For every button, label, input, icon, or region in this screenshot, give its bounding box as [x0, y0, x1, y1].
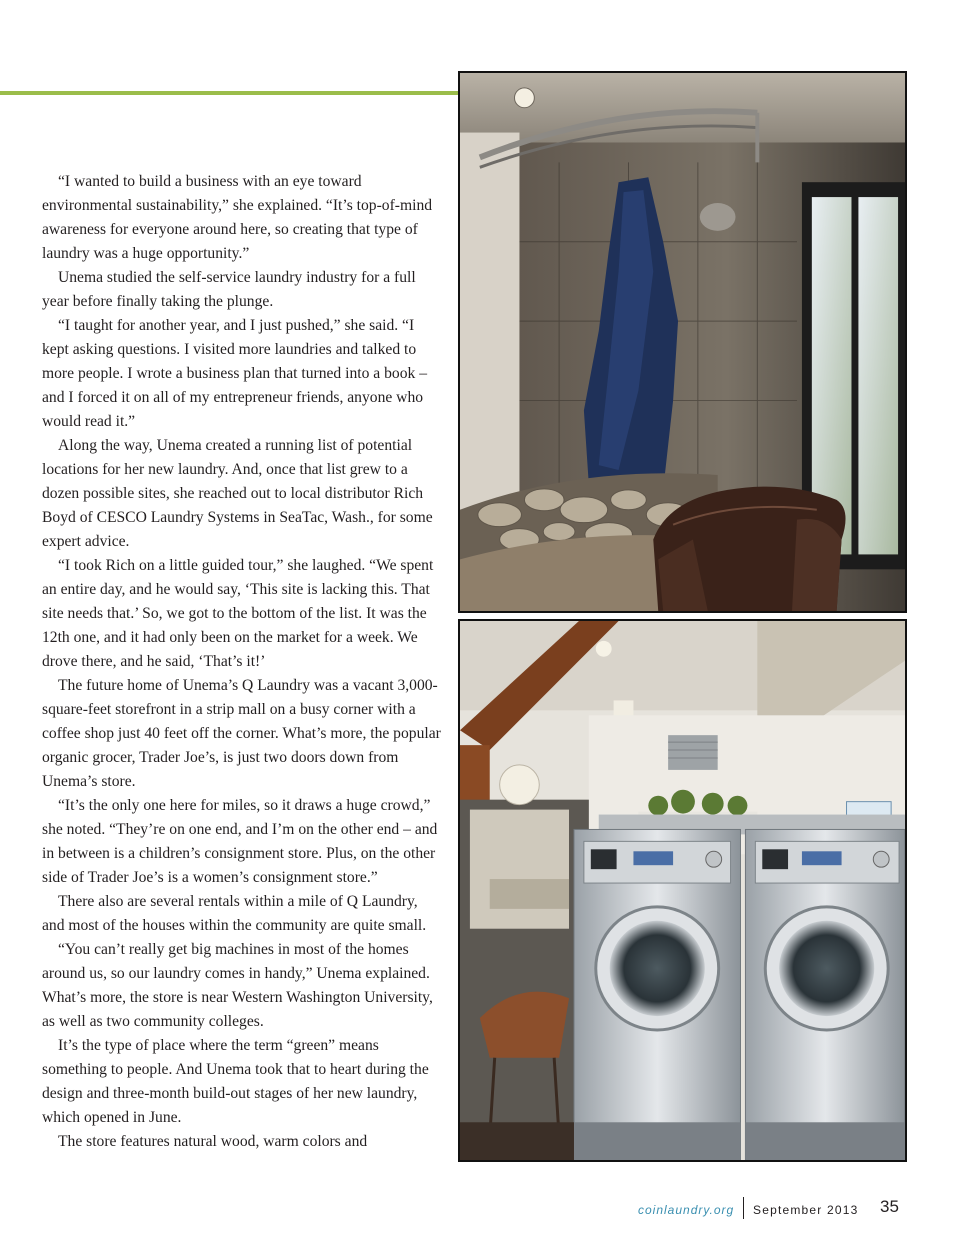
footer-divider: [743, 1197, 744, 1219]
photo-sculpture-and-chair: [458, 71, 907, 613]
article-paragraph-1: “I wanted to build a business with an eye toward environmental sustainability,” she explained. “It’s top-of-mind awareness for everyone around here, so creating that type of laundry was a huge opportunity.”: [42, 173, 433, 262]
footer-issue-date: September 2013: [753, 1203, 859, 1217]
article-paragraph-8: There also are several rentals within a mile of Q Laundry, and most of the houses within the community are quite small.: [42, 893, 427, 934]
article-paragraph-3: “I taught for another year, and I just pushed,” she said. “I kept asking questions. I visited more laundries and talked to more people. I wrote a business plan that turned into a book – and I forced it on all of my entrepreneur friends, anyone who would read it.”: [42, 317, 427, 430]
article-paragraph-4: Along the way, Unema created a running list of potential locations for her new laundry. And, once that list grew to a dozen possible sites, she reached out to local distributor Rich Boyd of CESCO Laundry Systems in SeaTac, Wash., for some expert advice.: [42, 437, 433, 550]
article-paragraph-7: “It’s the only one here for miles, so it draws a huge crowd,” she noted. “They’re on one end, and I’m on the other end – and in between is a children’s consignment store. Plus, on the other side of Trader Joe’s is a women’s consignment store.”: [42, 797, 438, 886]
article-paragraph-9: “You can’t really get big machines in most of the homes around us, so our laundry comes in handy,” Unema explained. What’s more, the store is near Western Washington University, as well as two community colleges.: [42, 941, 433, 1030]
article-paragraph-6: The future home of Unema’s Q Laundry was a vacant 3,000-square-feet storefront in a strip mall on a busy corner with a coffee shop just 40 feet off the corner. What’s more, the popular organic grocer, Trader Joe’s, is just two doors down from Unema’s store.: [42, 677, 441, 790]
page-number: 35: [880, 1197, 899, 1216]
sculpture-scene-illustration: [460, 73, 905, 611]
header-accent-rule: [0, 91, 462, 95]
washers-scene-illustration: [460, 621, 905, 1160]
article-body: [42, 170, 442, 1154]
photo-washing-machines: [458, 619, 907, 1162]
article-paragraph-2: Unema studied the self-service laundry industry for a full year before finally taking the plunge.: [42, 269, 416, 310]
article-paragraph-5: “I took Rich on a little guided tour,” she laughed. “We spent an entire day, and he would say, ‘This site is lacking this. That site needs that.’ So, we got to the bottom of the list. It was the 12th one, and it had only been on the market for a week. We drove there, and he said, ‘That’s it!’: [42, 557, 434, 670]
footer-site-name: coinlaundry.org: [638, 1203, 735, 1217]
article-paragraph-11: The store features natural wood, warm colors and: [58, 1133, 368, 1150]
article-paragraph-10: It’s the type of place where the term “green” means something to people. And Unema took that to heart during the design and three-month build-out stages of her new laundry, which opened in June.: [42, 1037, 429, 1126]
